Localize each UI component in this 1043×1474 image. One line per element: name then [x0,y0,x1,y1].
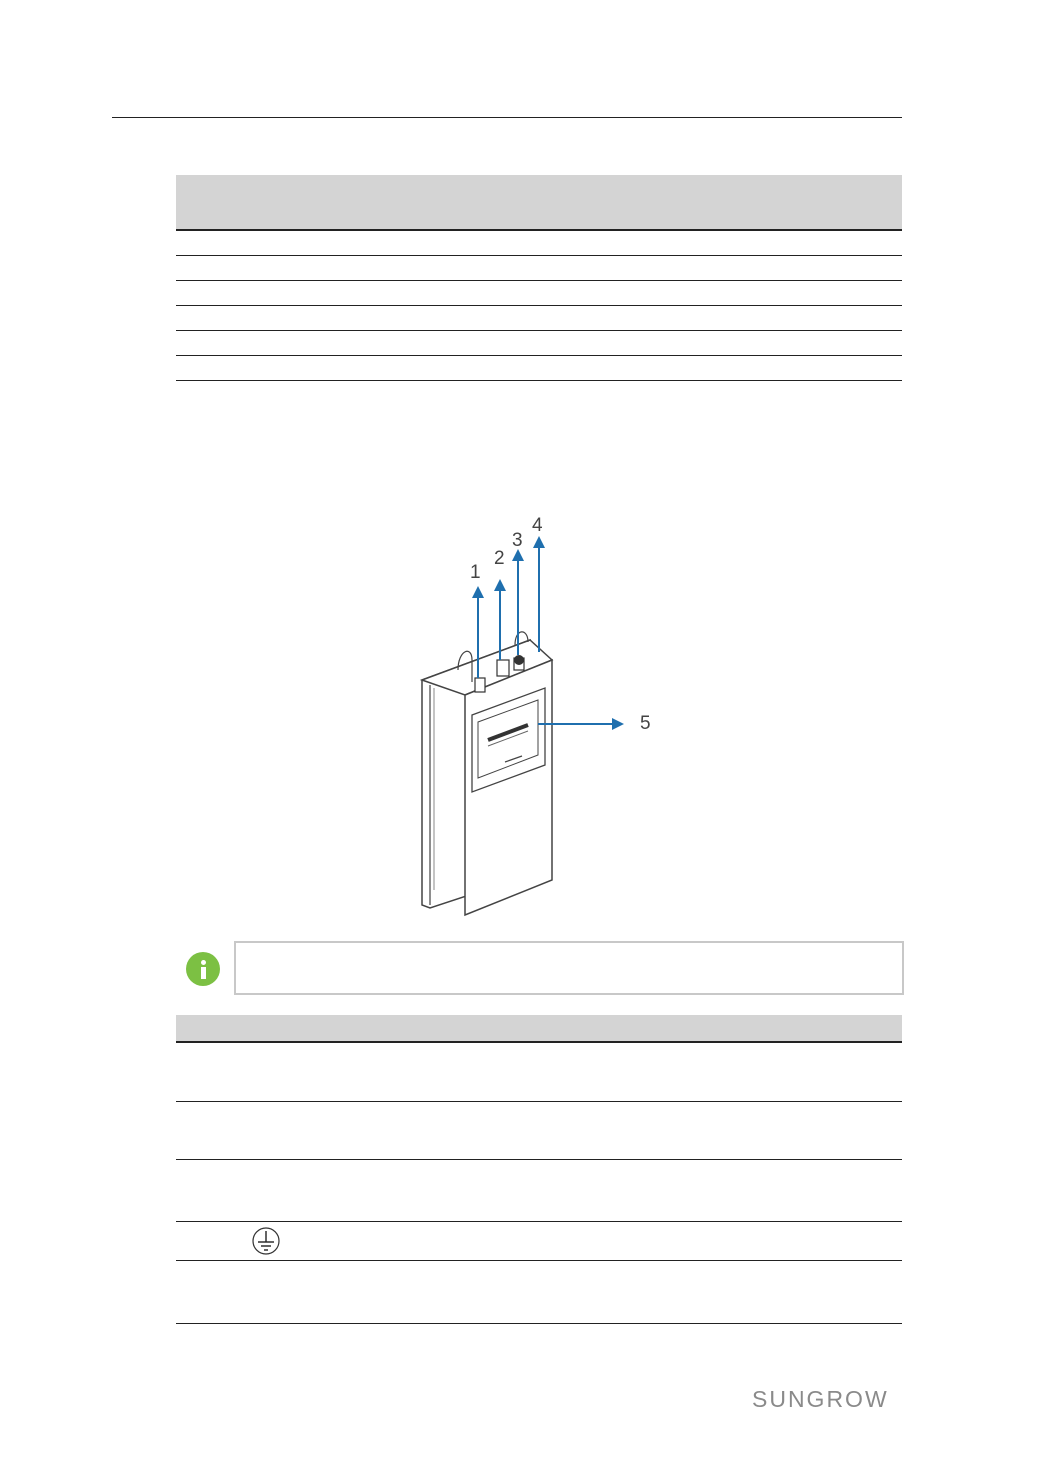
table-row [176,331,902,356]
table-top [176,175,902,381]
table-row [176,306,902,331]
table-row [176,356,902,381]
note [186,941,902,993]
callout-label-2: 2 [494,548,505,569]
table-row [176,231,902,256]
table-row [176,256,902,281]
ground-icon [251,1226,281,1256]
table-row [176,1222,902,1261]
device-figure [410,510,670,920]
header-rule [112,117,902,118]
note-box [234,941,904,995]
callout-label-3: 3 [512,530,523,551]
info-icon [186,952,220,986]
table-header [176,1015,902,1043]
logo-text: SUNGROW [752,1386,889,1412]
table-row [176,1160,902,1222]
device-illustration [410,510,670,920]
callout-label-5: 5 [640,713,651,734]
table-bottom [176,1015,902,1324]
callout-label-1: 1 [470,562,481,583]
table-row [176,1043,902,1102]
table-row [176,1261,902,1324]
sungrow-logo [752,1386,889,1413]
callout-label-4: 4 [532,515,543,536]
table-row [176,281,902,306]
table-row [176,1102,902,1160]
table-header [176,175,902,231]
